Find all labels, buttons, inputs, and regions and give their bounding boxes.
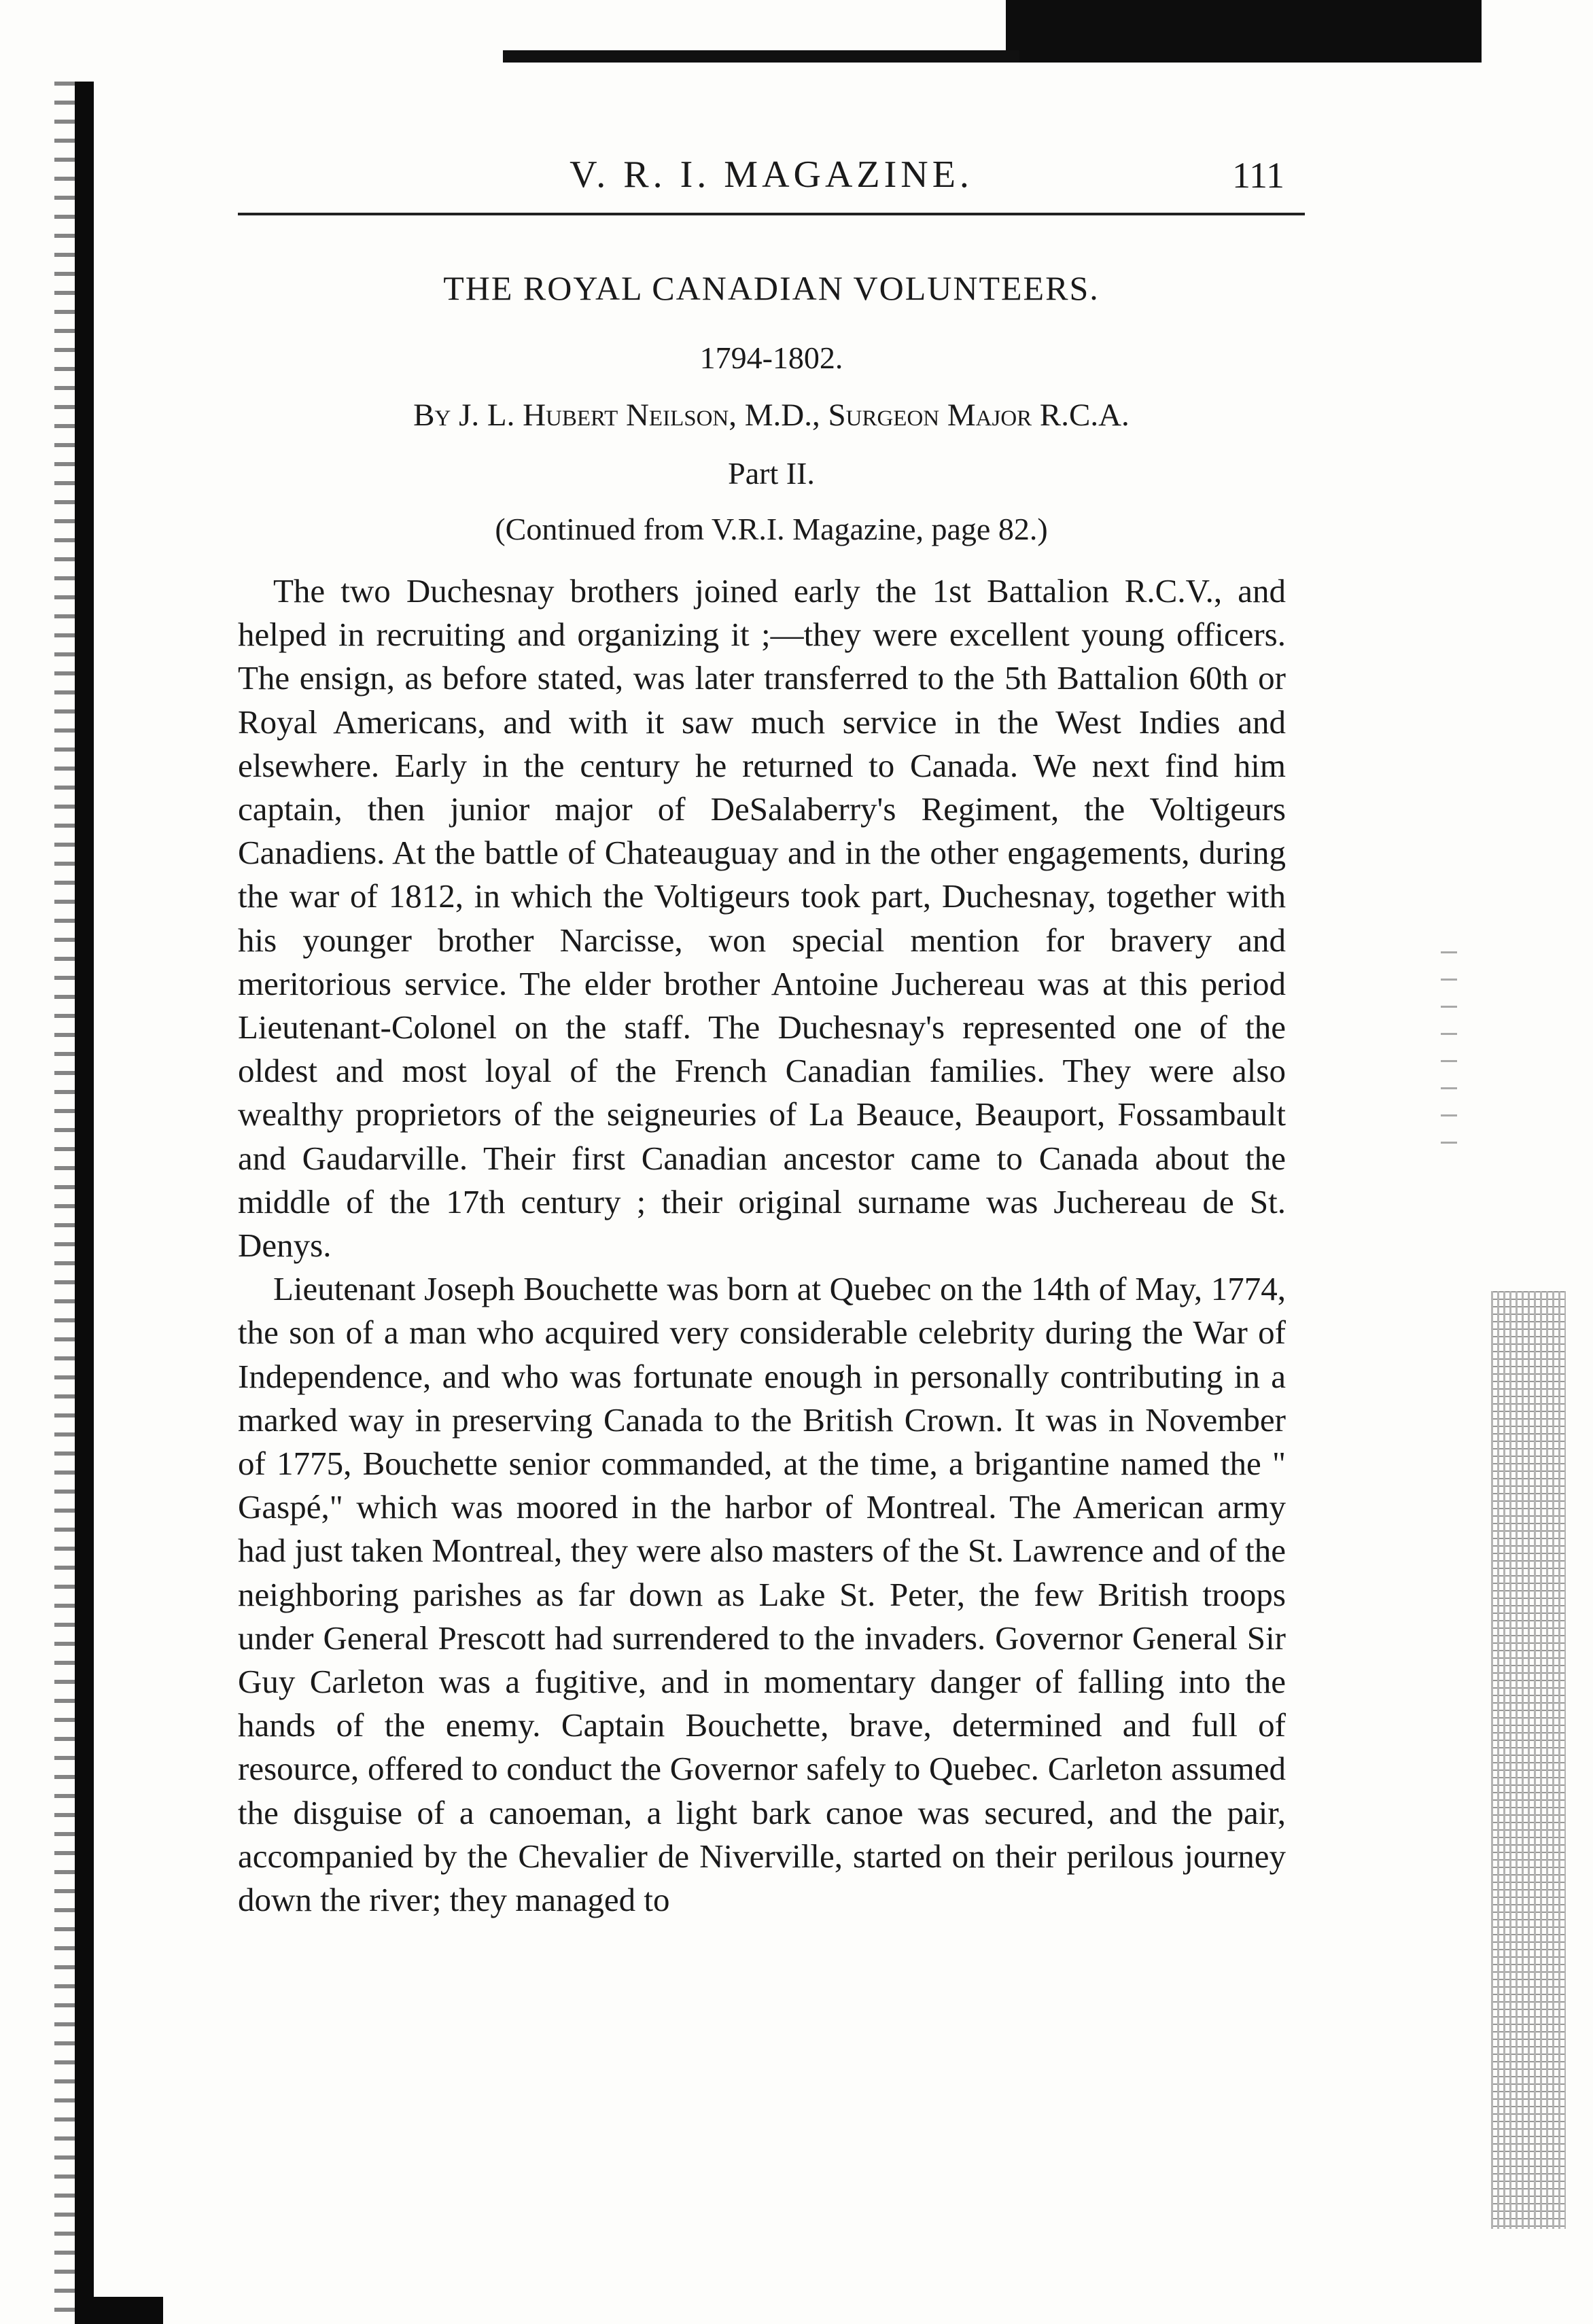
article-byline: By J. L. Hubert Neilson, M.D., Surgeon Major R.C.A.: [413, 398, 1130, 433]
scan-binding-edge: [54, 82, 163, 2324]
scan-noise-right: [1491, 1291, 1566, 2229]
binding-shadow: [75, 82, 94, 2324]
running-head: [238, 139, 1305, 214]
binding-speckle: [54, 82, 75, 2324]
header-rule: [238, 213, 1305, 215]
article-title: THE ROYAL CANADIAN VOLUNTEERS.: [443, 269, 1100, 307]
scan-noise-right-upper: [1441, 951, 1457, 1155]
article-part: Part II.: [728, 456, 815, 491]
paragraph: Lieutenant Joseph Bouchette was born at Quebec on the 14th of May, 1774, the son of a man who acquired very considerable celebrity during the War of Independence, and who was fortunate enough in personally contributing in a marked way in preserving Canada to the British Crown. It was in November of 1775, Bouchette senior commanded, at the time, a brigantine named the " Gaspé," which was moored in the harbor of Montreal. The American army had just taken Montreal, they were also masters of the St. Lawrence and of the neighboring parishes as far down as Lake St. Peter, the few British troops under General Prescott had surrendered to the invaders. Governor General Sir Guy Carleton was a fugitive, and in momentary danger of falling into the hands of the enemy. Captain Bouchette, brave, determined and full of resource, offered to conduct the Governor safely to Quebec. Carleton assumed the disguise of a canoeman, a light bark canoe was secured, and the pair, accompanied by the Chevalier de Niverville, started on their perilous journey down the river; they managed to: [238, 1270, 1286, 1919]
binding-foot: [75, 2297, 163, 2324]
magazine-title: V. R. I. MAGAZINE.: [570, 154, 973, 196]
article-years: 1794-1802.: [699, 340, 843, 375]
scan-top-bar: [503, 0, 1482, 63]
page-number: 111: [1232, 155, 1284, 196]
article-body: [238, 569, 1286, 1922]
article-continued-note: (Continued from V.R.I. Magazine, page 82.): [495, 512, 1048, 546]
scan-top-bar-thin: [503, 50, 1019, 63]
paragraph: The two Duchesnay brothers joined early the 1st Battalion R.C.V., and helped in recruiting and organizing it ;—they were excellent young officers. The ensign, as before stated, was later transferred to the 5th Battalion 60th or Royal Americans, and with it saw much service in the West Indies and elsewhere. Early in the century he returned to Canada. We next find him captain, then junior major of DeSalaberry's Regiment, the Voltigeurs Canadiens. At the battle of Chateauguay and in the other engagements, during the war of 1812, in which the Voltigeurs took part, Duchesnay, together with his younger brother Narcisse, won special mention for bravery and meritorious service. The elder brother Antoine Juchereau was at this period Lieutenant-Colonel on the staff. The Duchesnay's represented one of the oldest and most loyal of the French Canadian families. They were also wealthy proprietors of the seigneuries of La Beauce, Beauport, Fossambault and Gaudarville. Their first Canadian ancestor came to Canada about the middle of the 17th century ; their original surname was Juchereau de St. Denys.: [238, 572, 1286, 1265]
scan-top-bar-thick: [1006, 0, 1482, 63]
